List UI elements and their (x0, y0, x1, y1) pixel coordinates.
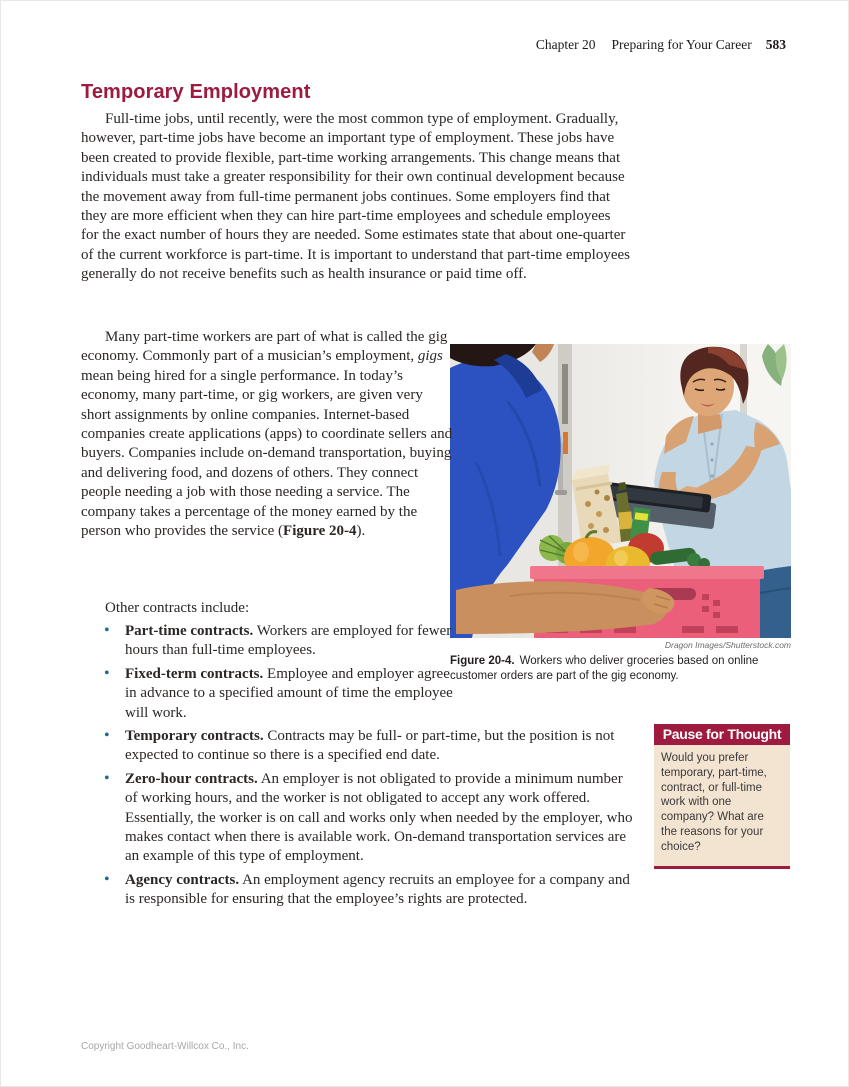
section-title: Preparing for Your Career (611, 37, 752, 52)
gigs-italic-term: gigs (417, 348, 443, 365)
figure-caption-text: Workers who deliver groceries based on online customer orders are part of the gig economy. (450, 655, 759, 682)
contract-types-list (99, 622, 633, 914)
bullet-term: Temporary contracts. (125, 728, 264, 745)
list-item (99, 871, 633, 910)
gig-paragraph-part3: ). (356, 523, 366, 540)
copyright-notice: Copyright Goodheart-Willcox Co., Inc. (81, 1041, 249, 1052)
bullet-term: Agency contracts. (125, 871, 240, 888)
pause-for-thought-title: Pause for Thought (654, 724, 790, 745)
photo-credit: Dragon Images/Shutterstock.com (664, 640, 791, 650)
bullet-text: An employment agency recruits an employee for a company and is responsible for ensuring that the employee’s rights are protected. (125, 871, 630, 908)
gig-paragraph-part2: mean being hired for a single performance. In today’s economy, many part-time, or gig workers, are given very short assignments by online companies. Internet-based companies create applications (apps) to coordinate sellers and buyers. Companies include on-demand transportation, buying and delivering food, and dozens of others. They connect people needing a job with those needing a service. The company takes a percentage of the money earned by the person who provides the service ( (81, 367, 453, 540)
bullet-text: An employer is not obligated to provide a minimum number of working hours, and the worker is not obligated to accept any work offered. Essentially, the worker is on call and works only when needed by the employer, who makes contact when there is available work. On-demand transportation services are an example of this type of employment. (125, 770, 633, 865)
page-number: 583 (765, 37, 786, 52)
list-lead-in: Other contracts include: (105, 600, 250, 616)
paragraph-fulltime-jobs: Full-time jobs, until recently, were the most common type of employment. Gradually, however, part-time jobs have become an important type of employment. These jobs have been created to provide flexible, part-time working arrangements. This change means that individuals must take a greater responsibility for their own continual development because the movement away from full-time permanent jobs continues. Some employers find that they are more efficient when they can hire part-time employees and schedule employees for the exact number of hours they are needed. Some estimates state that about one-quarter of the current workforce is part-time. It is important to understand that part-time employees generally do not receive benefits such as health insurance or paid time off. (81, 111, 630, 283)
pause-for-thought-box (654, 724, 790, 869)
bullet-text: Employee and employer agree in advance to a specified amount of time the employee will work. (125, 665, 453, 721)
pause-for-thought-body: Would you prefer temporary, part-time, contract, or full-time work with one company? What are the reasons for your choice? (654, 745, 790, 869)
bullet-term: Part-time contracts. (125, 623, 254, 639)
bullet-term: Fixed-term contracts. (125, 665, 264, 682)
list-item (99, 727, 633, 766)
paragraph-gig-economy (81, 328, 453, 541)
bullet-text: Contracts may be full- or part-time, but the position is not expected to continue so there is a specified end date. (125, 728, 615, 764)
list-item (99, 665, 457, 723)
figure-reference: Figure 20-4 (283, 523, 357, 540)
bullet-term: Zero-hour contracts. (125, 770, 258, 787)
list-item (99, 770, 633, 867)
bullet-text: Workers are employed for fewer hours than full-time employees. (125, 623, 452, 659)
page-title: Temporary Employment (81, 81, 311, 103)
grocery-delivery-photo-illustration (450, 344, 791, 638)
running-head (536, 37, 786, 53)
list-item (99, 622, 457, 661)
chapter-label: Chapter 20 (535, 37, 596, 52)
gig-paragraph-part1: Many part-time workers are part of what is called the gig economy. Commonly part of a musician’s employment, (81, 329, 448, 365)
figure-label: Figure 20-4. (450, 655, 515, 667)
